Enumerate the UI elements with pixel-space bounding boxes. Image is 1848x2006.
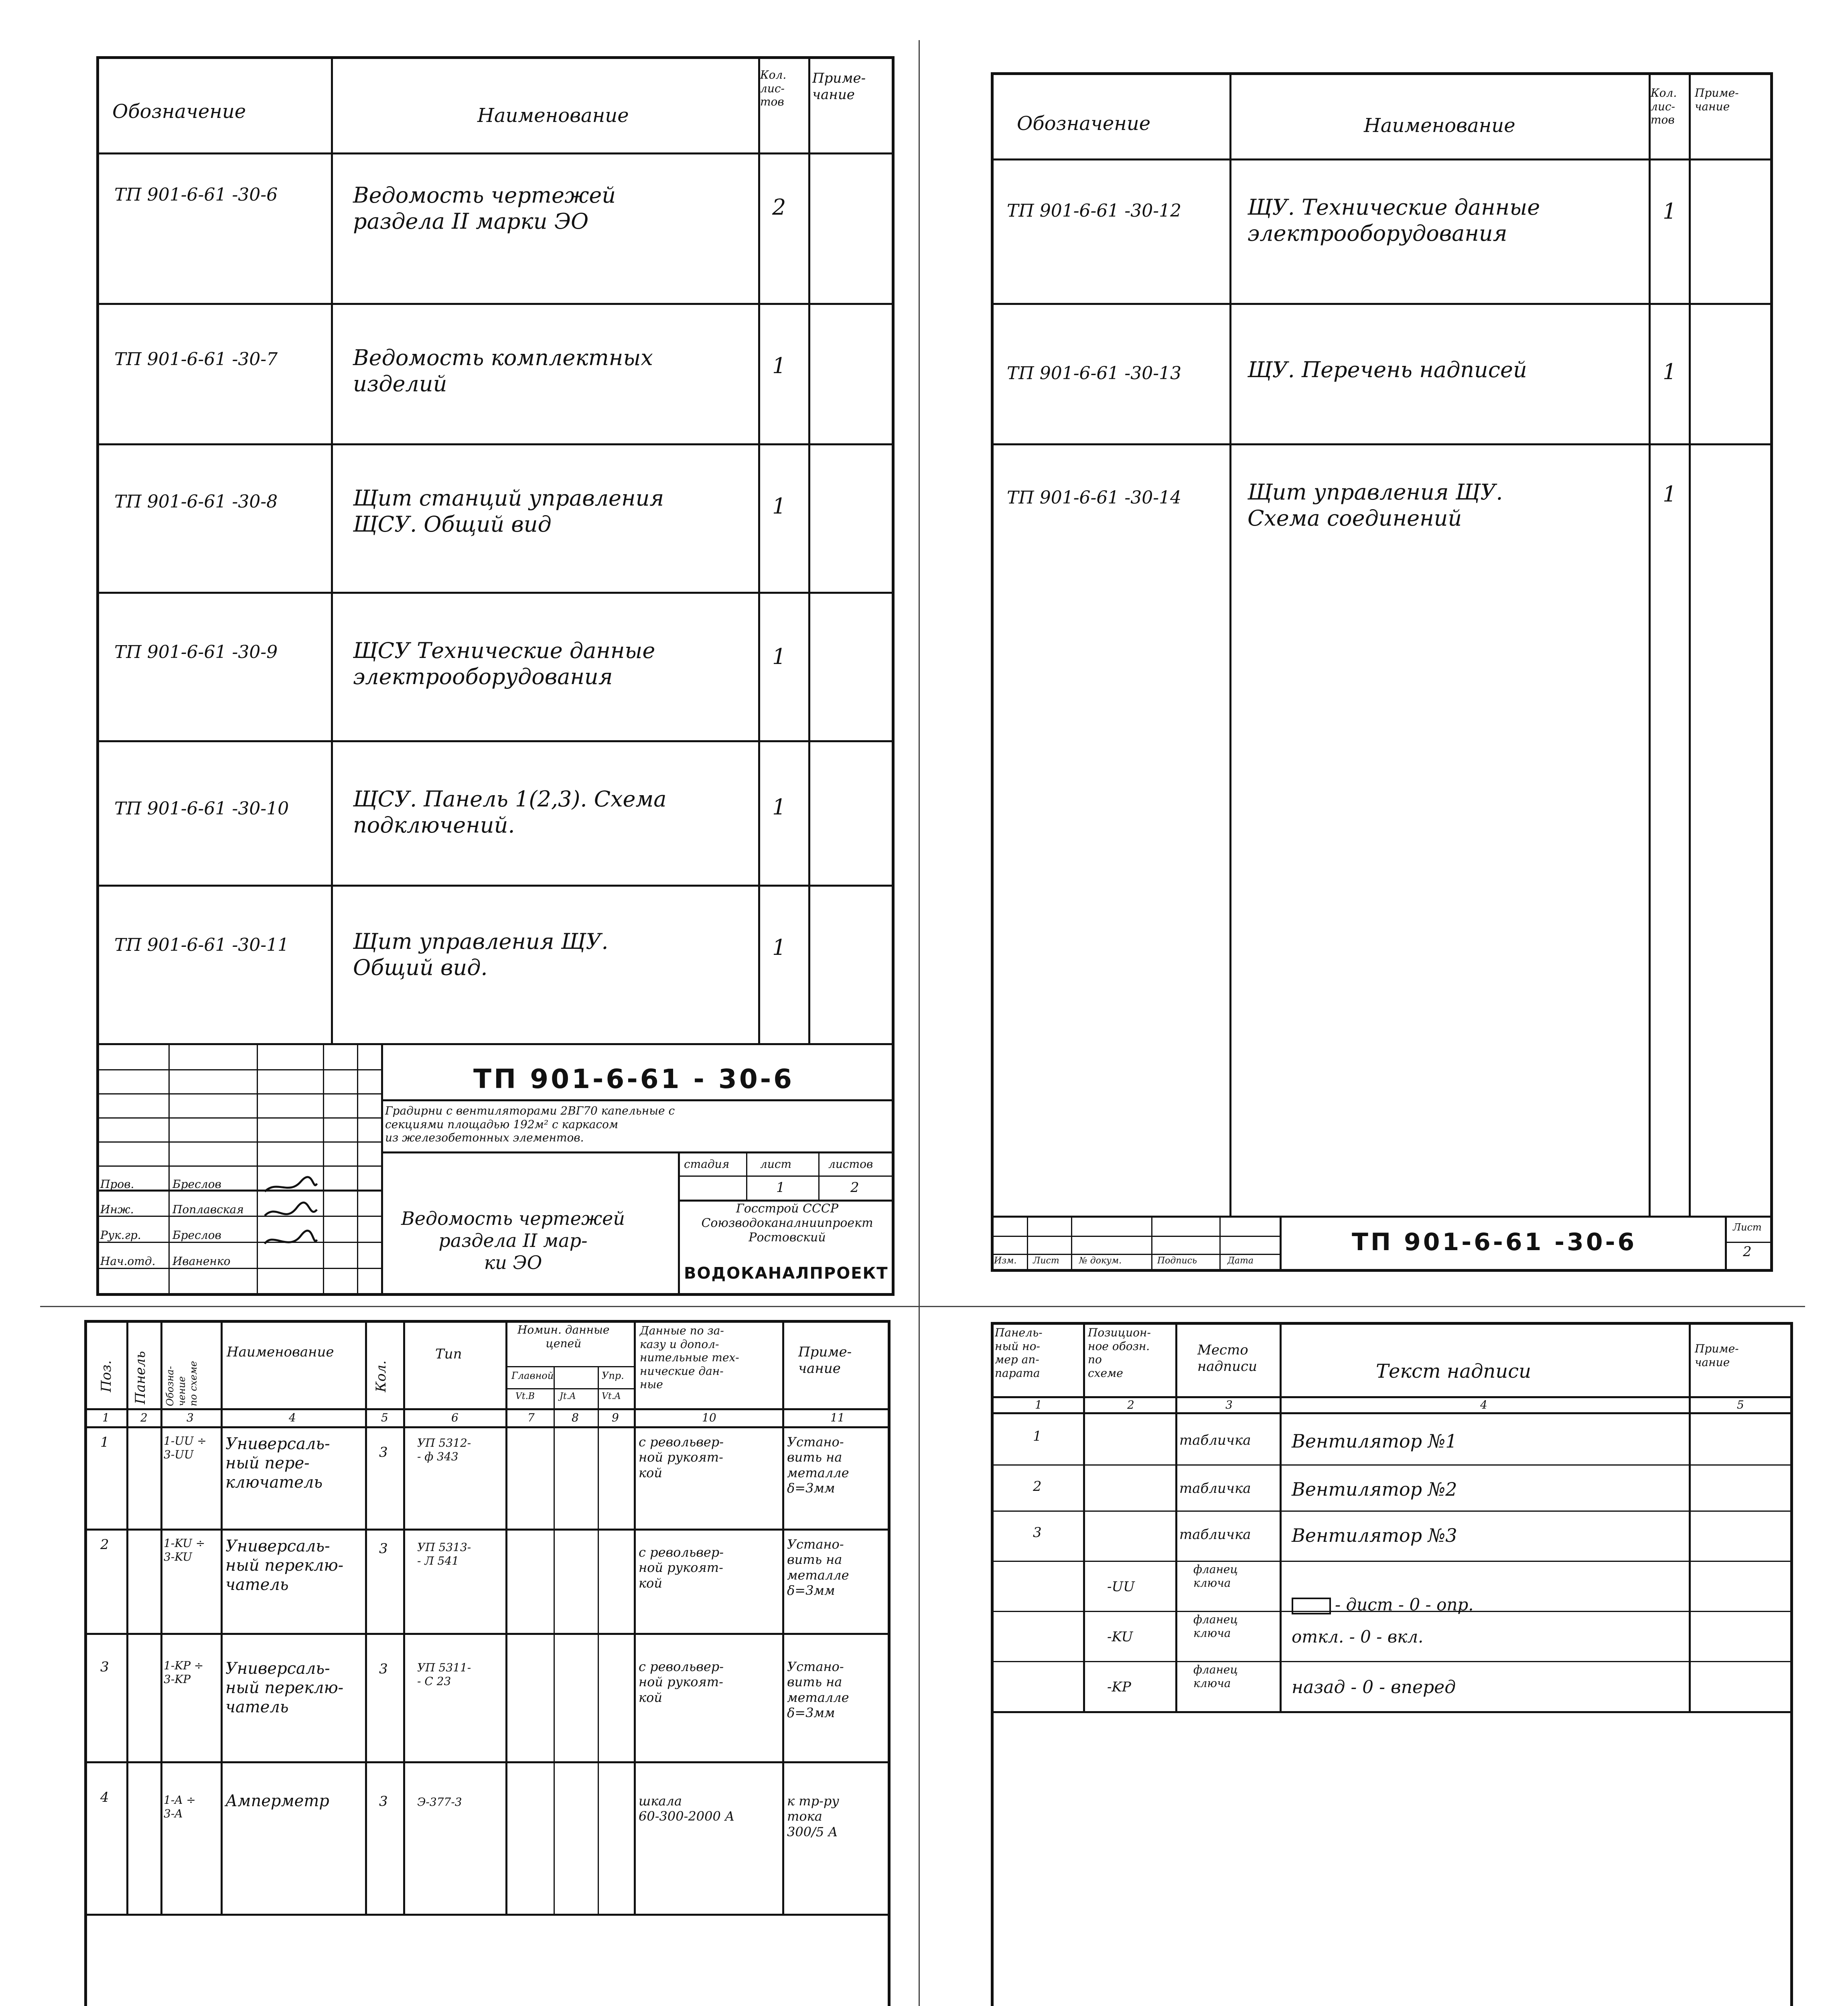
q1-tb-project-line — [381, 1151, 895, 1153]
q4-row2-text: Вентилятор №2 — [1292, 1478, 1457, 1500]
q2-row2-name: ЩУ. Перечень надписей — [1248, 357, 1527, 382]
q3-row2-name: Универсаль- ный переклю- чатель — [225, 1537, 344, 1594]
q1-row6-name: Щит управления ЩУ. Общий вид. — [353, 929, 609, 980]
q3-header-name: Наименование — [227, 1344, 334, 1360]
q1-tb-h6 — [96, 1190, 381, 1192]
q2-stamp-sheet: 2 — [1743, 1244, 1752, 1260]
q2-row2-code: ТП 901-6-61 -30-13 — [1007, 363, 1182, 384]
q4-hline-r2 — [991, 1511, 1793, 1512]
q1-staff-name-1: Бреслов — [172, 1178, 221, 1191]
q3-hline-rated-sub2 — [505, 1388, 634, 1389]
q1-tb-h2 — [96, 1093, 381, 1094]
q3-hline-r1 — [84, 1529, 891, 1531]
q1-row3-name: Щит станций управления ЩСУ. Общий вид — [353, 485, 664, 537]
q3-header-extra: Данные по за- казу и допол- нительные тех- нические дан- ные — [640, 1324, 739, 1391]
q1-row3-code: ТП 901-6-61 -30-8 — [114, 491, 278, 512]
q2-hline-r2 — [991, 443, 1773, 445]
q3-row3-type: УП 5311- - С 23 — [417, 1661, 471, 1688]
q3-header-ctrl: Упр. — [602, 1370, 624, 1381]
q1-row4-qty: 1 — [772, 644, 786, 669]
q4-vline-panel — [1083, 1322, 1085, 1711]
q1-hline-r5 — [96, 885, 895, 887]
q4-row3-place: табличка — [1179, 1527, 1251, 1543]
q1-stamp-stage-label: стадия — [684, 1157, 730, 1171]
q1-header-note: Приме- чание — [812, 70, 866, 103]
q2-header-designation: Обозначение — [1017, 112, 1151, 135]
q2-tb-v3 — [1151, 1216, 1152, 1272]
q1-vline-2 — [758, 56, 760, 1043]
q3-row3-pos: 3 — [100, 1659, 109, 1675]
q3-row2-type: УП 5313- - Л 541 — [417, 1541, 471, 1567]
q1-row5-qty: 1 — [772, 794, 786, 820]
q3-num-7: 7 — [527, 1411, 535, 1424]
q1-staff-role-2: Инж. — [100, 1203, 134, 1216]
q2-stamp-code: ТП 901-6-61 -30-6 — [1352, 1228, 1637, 1256]
q4-row1-panel: 1 — [1033, 1428, 1042, 1444]
q1-vline-3 — [808, 56, 810, 1043]
sheet-q4-frame — [991, 1322, 1793, 2006]
q3-row4-extra: шкала 60-300-2000 А — [639, 1793, 735, 1824]
q1-stamp-org-name: ВОДОКАНАЛПРОЕКТ — [684, 1264, 889, 1283]
q4-num-3: 3 — [1225, 1398, 1233, 1411]
q2-row3-code: ТП 901-6-61 -30-14 — [1007, 487, 1182, 508]
q4-header-note: Приме- чание — [1695, 1342, 1739, 1369]
q3-header-desig: Обозна- чение по схеме — [164, 1361, 199, 1406]
q2-header-name: Наименование — [1364, 114, 1515, 137]
q3-num-3: 3 — [187, 1411, 194, 1424]
q3-header-v: Vt.В — [515, 1391, 535, 1401]
q2-row2-qty: 1 — [1663, 359, 1677, 384]
q4-hline-r6 — [991, 1711, 1793, 1713]
q4-vline-place — [1280, 1322, 1282, 1711]
q1-tb-vline-r1 — [746, 1151, 747, 1200]
q2-row3-name: Щит управления ЩУ. Схема соединений — [1248, 479, 1503, 531]
q3-row4-type: Э-377-3 — [417, 1795, 462, 1809]
q1-header-qty: Кол. лис- тов — [760, 68, 787, 109]
q2-row1-code: ТП 901-6-61 -30-12 — [1007, 201, 1182, 221]
q3-header-ia: Jt.A — [560, 1391, 576, 1401]
q3-row3-extra: с револьвер- ной рукоят- кой — [639, 1659, 724, 1705]
q1-hline-r2 — [96, 443, 895, 445]
q3-row4-desig: 1-A ÷ 3-A — [164, 1793, 196, 1820]
q3-num-5: 5 — [381, 1411, 388, 1424]
sheet-q3-frame — [84, 1320, 891, 2006]
q3-row3-qty: 3 — [379, 1661, 388, 1677]
q1-tb-vline-a — [168, 1043, 170, 1296]
q1-staff-name-3: Бреслов — [172, 1228, 221, 1242]
q3-hline-r3 — [84, 1761, 891, 1763]
q2-vline-2 — [1649, 72, 1651, 1216]
q1-staff-name-2: Поплавская — [172, 1203, 244, 1216]
q1-row3-qty: 1 — [772, 493, 786, 519]
q2-vline-3 — [1689, 72, 1691, 1216]
q4-num-5: 5 — [1737, 1398, 1744, 1411]
q3-row3-name: Универсаль- ный переклю- чатель — [225, 1659, 344, 1716]
q4-header-place: Место надписи — [1197, 1342, 1257, 1375]
q1-header-name: Наименование — [477, 104, 629, 127]
q3-row4-note: к тр-ру тока 300/5 А — [787, 1793, 839, 1840]
q4-hline-nums — [991, 1412, 1793, 1414]
q1-row1-code: ТП 901-6-61 -30-6 — [114, 185, 278, 205]
q1-stamp-project: Градирни с вентиляторами 2ВГ70 капельные с секциями площадью 192м² с каркасом из железобетонных элементов. — [385, 1104, 675, 1145]
q3-hline-rated-sub — [505, 1366, 634, 1367]
q1-row6-code: ТП 901-6-61 -30-11 — [114, 935, 289, 955]
q2-tb-v6 — [1725, 1216, 1727, 1272]
q2-header-note: Приме- чание — [1695, 86, 1739, 113]
q2-tb-izm: Изм. — [994, 1256, 1017, 1266]
q4-row6-place: фланец ключа — [1193, 1663, 1238, 1690]
cut-line-vertical — [919, 40, 920, 2006]
q4-vline-pos — [1175, 1322, 1177, 1711]
q2-hline-r1 — [991, 303, 1773, 305]
q3-vline-v — [554, 1366, 555, 1914]
q2-tb-v1 — [1027, 1216, 1028, 1272]
q3-row1-extra: с револьвер- ной рукоят- кой — [639, 1434, 724, 1480]
q4-header-pos: Позицион- ное обозн. по схеме — [1088, 1326, 1151, 1380]
q2-row1-qty: 1 — [1663, 199, 1677, 224]
q2-tb-date: Дата — [1227, 1256, 1254, 1266]
q4-num-1: 1 — [1035, 1398, 1042, 1411]
q4-row5-place: фланец ключа — [1193, 1613, 1238, 1640]
q4-hline-r5 — [991, 1661, 1793, 1662]
q1-row5-code: ТП 901-6-61 -30-10 — [114, 798, 289, 819]
q3-header-pos: Поз. — [98, 1360, 114, 1392]
q3-num-10: 10 — [702, 1411, 716, 1424]
q3-row4-name: Амперметр — [225, 1792, 329, 1810]
q1-stamp-org: Госстрой СССР Союзводоканалниипроект Ростовский — [701, 1202, 873, 1245]
q3-row2-qty: 3 — [379, 1541, 388, 1557]
q4-row4-text-wrap — [1292, 1575, 1474, 1615]
q3-hline-r2 — [84, 1633, 891, 1635]
q3-row1-qty: 3 — [379, 1444, 388, 1460]
q3-row2-pos: 2 — [100, 1537, 109, 1553]
q1-tb-stage-line — [678, 1176, 895, 1177]
q3-header-type: Тип — [435, 1346, 462, 1362]
q4-hline-header — [991, 1396, 1793, 1398]
q3-num-1: 1 — [102, 1411, 110, 1424]
q3-row2-extra: с револьвер- ной рукоят- кой — [639, 1545, 724, 1591]
q2-header-qty: Кол. лис- тов — [1651, 86, 1677, 127]
q3-header-qty: Кол. — [373, 1360, 389, 1392]
q1-stamp-sheet: 1 — [776, 1180, 785, 1196]
q4-row4-place: фланец ключа — [1193, 1563, 1238, 1590]
q2-row1-name: ЩУ. Технические данные электрооборудования — [1248, 195, 1540, 246]
q4-row5-text: откл. - 0 - вкл. — [1292, 1627, 1424, 1647]
q1-staff-role-3: Рук.гр. — [100, 1228, 141, 1242]
q3-num-2: 2 — [140, 1411, 148, 1424]
q1-tb-code-line — [381, 1099, 895, 1101]
q1-row2-code: ТП 901-6-61 -30-7 — [114, 349, 278, 370]
q2-tb-list: Лист — [1033, 1256, 1059, 1266]
q1-hline-r1 — [96, 303, 895, 305]
q1-tb-vline-main — [381, 1043, 383, 1296]
q3-row1-desig: 1-UU ÷ 3-UU — [164, 1434, 207, 1461]
q1-tb-vline-c — [323, 1043, 324, 1296]
q3-hline-nums — [84, 1426, 891, 1428]
q2-tb-v4 — [1219, 1216, 1221, 1272]
q4-row2-panel: 2 — [1033, 1478, 1042, 1494]
q4-row3-panel: 3 — [1033, 1525, 1042, 1541]
q4-header-text: Текст надписи — [1376, 1360, 1532, 1383]
q3-hline-r4 — [84, 1914, 891, 1916]
q2-vline-1 — [1229, 72, 1231, 1216]
q1-tb-h5 — [96, 1165, 381, 1167]
q4-num-4: 4 — [1480, 1398, 1487, 1411]
q3-header-main: Главной — [511, 1370, 554, 1381]
q4-row4-text: - дист - 0 - опр. — [1335, 1595, 1474, 1615]
q2-stamp-sheet-label: Лист — [1733, 1222, 1762, 1233]
q4-row2-place: табличка — [1179, 1480, 1251, 1496]
q3-row1-note: Устано- вить на металле δ=3мм — [787, 1434, 849, 1496]
q4-hline-r3 — [991, 1561, 1793, 1562]
q3-row3-note: Устано- вить на металле δ=3мм — [787, 1659, 849, 1721]
q1-hline-r4 — [96, 740, 895, 742]
q3-header-panel: Панель — [132, 1351, 148, 1404]
q1-hline-r6 — [96, 1043, 895, 1045]
q4-row1-place: табличка — [1179, 1432, 1251, 1448]
q1-tb-vline-d — [357, 1043, 358, 1296]
q3-header-va: Vt.A — [602, 1391, 621, 1401]
q1-row6-qty: 1 — [772, 935, 786, 960]
q2-row3-qty: 1 — [1663, 481, 1677, 507]
q3-num-6: 6 — [451, 1411, 458, 1424]
q4-header-panel: Панель- ный но- мер ап- парата — [995, 1326, 1043, 1380]
q3-row2-desig: 1-KU ÷ 3-KU — [164, 1537, 205, 1563]
sheet-q2-frame — [991, 72, 1773, 1272]
q3-num-8: 8 — [572, 1411, 579, 1424]
q2-tb-sign: Подпись — [1157, 1256, 1197, 1266]
q3-row1-type: УП 5312- - ф 343 — [417, 1436, 471, 1463]
q1-stamp-sheet-label: лист — [760, 1157, 792, 1171]
rectangle-icon — [1292, 1598, 1331, 1614]
q1-header-designation: Обозначение — [112, 100, 246, 123]
q4-row5-pos: -KU — [1107, 1629, 1133, 1645]
q2-tb-h1 — [991, 1236, 1280, 1237]
q4-row6-pos: -KP — [1107, 1679, 1131, 1695]
q1-row1-qty: 2 — [772, 195, 786, 220]
q2-tb-doc: № докум. — [1079, 1256, 1122, 1266]
q1-tb-vline-right — [678, 1151, 680, 1296]
q2-tb-top — [991, 1216, 1773, 1218]
q3-header-rated: Номин. данные цепей — [517, 1323, 610, 1350]
q1-row1-name: Ведомость чертежей раздела II марки ЭО — [353, 183, 616, 234]
q1-row5-name: ЩСУ. Панель 1(2,3). Схема подключений. — [353, 786, 667, 838]
q4-row3-text: Вентилятор №3 — [1292, 1525, 1457, 1546]
q1-stamp-title: Ведомость чертежей раздела II мар- ки ЭО — [401, 1208, 625, 1274]
q3-header-note: Приме- чание — [798, 1344, 852, 1377]
q1-tb-h4 — [96, 1141, 381, 1143]
q1-tb-h3 — [96, 1117, 381, 1119]
q1-staff-role-1: Пров. — [100, 1178, 134, 1191]
q4-row1-text: Вентилятор №1 — [1292, 1430, 1457, 1452]
q1-row2-qty: 1 — [772, 353, 786, 378]
q3-vline-ia — [598, 1366, 599, 1914]
q1-stamp-sheets-label: листов — [828, 1157, 873, 1171]
q3-num-9: 9 — [612, 1411, 619, 1424]
q2-tb-v2 — [1071, 1216, 1072, 1272]
q1-row4-name: ЩСУ Технические данные электрооборудования — [353, 638, 655, 689]
q2-tb-h3 — [1725, 1242, 1773, 1243]
q3-row4-pos: 4 — [100, 1789, 109, 1805]
q1-signatures — [261, 1176, 321, 1264]
q3-row3-desig: 1-KP ÷ 3-KP — [164, 1659, 204, 1686]
q3-row4-qty: 3 — [379, 1793, 388, 1809]
q1-tb-h1 — [96, 1069, 381, 1070]
q4-hline-r1 — [991, 1464, 1793, 1466]
q4-row6-text: назад - 0 - вперед — [1292, 1677, 1456, 1697]
q2-tb-h2 — [991, 1254, 1280, 1255]
q3-num-4: 4 — [289, 1411, 296, 1424]
q1-staff-name-4: Иваненко — [172, 1255, 231, 1268]
q1-hline-r3 — [96, 592, 895, 594]
q3-num-11: 11 — [830, 1411, 845, 1424]
q4-row4-pos: -UU — [1107, 1579, 1135, 1595]
q3-row1-name: Универсаль- ный пере- ключатель — [225, 1435, 330, 1492]
q1-tb-vline-r2 — [818, 1151, 820, 1200]
q1-staff-role-4: Нач.отд. — [100, 1255, 156, 1268]
q1-stamp-code: ТП 901-6-61 - 30-6 — [473, 1064, 795, 1094]
q1-row4-code: ТП 901-6-61 -30-9 — [114, 642, 278, 662]
q3-hline-header — [84, 1408, 891, 1410]
q4-vline-text — [1689, 1322, 1691, 1711]
q3-row2-note: Устано- вить на металле δ=3мм — [787, 1537, 849, 1598]
q1-stamp-sheets: 2 — [850, 1180, 859, 1196]
q1-hline-header — [96, 152, 895, 154]
q1-tb-vline-b — [257, 1043, 258, 1296]
q1-row2-name: Ведомость комплектных изделий — [353, 345, 653, 396]
q1-vline-1 — [331, 56, 333, 1043]
q3-row1-pos: 1 — [100, 1434, 109, 1450]
q2-tb-v5 — [1280, 1216, 1282, 1272]
q2-hline-header — [991, 158, 1773, 160]
q4-num-2: 2 — [1127, 1398, 1134, 1411]
cut-line-horizontal — [40, 1306, 1805, 1307]
